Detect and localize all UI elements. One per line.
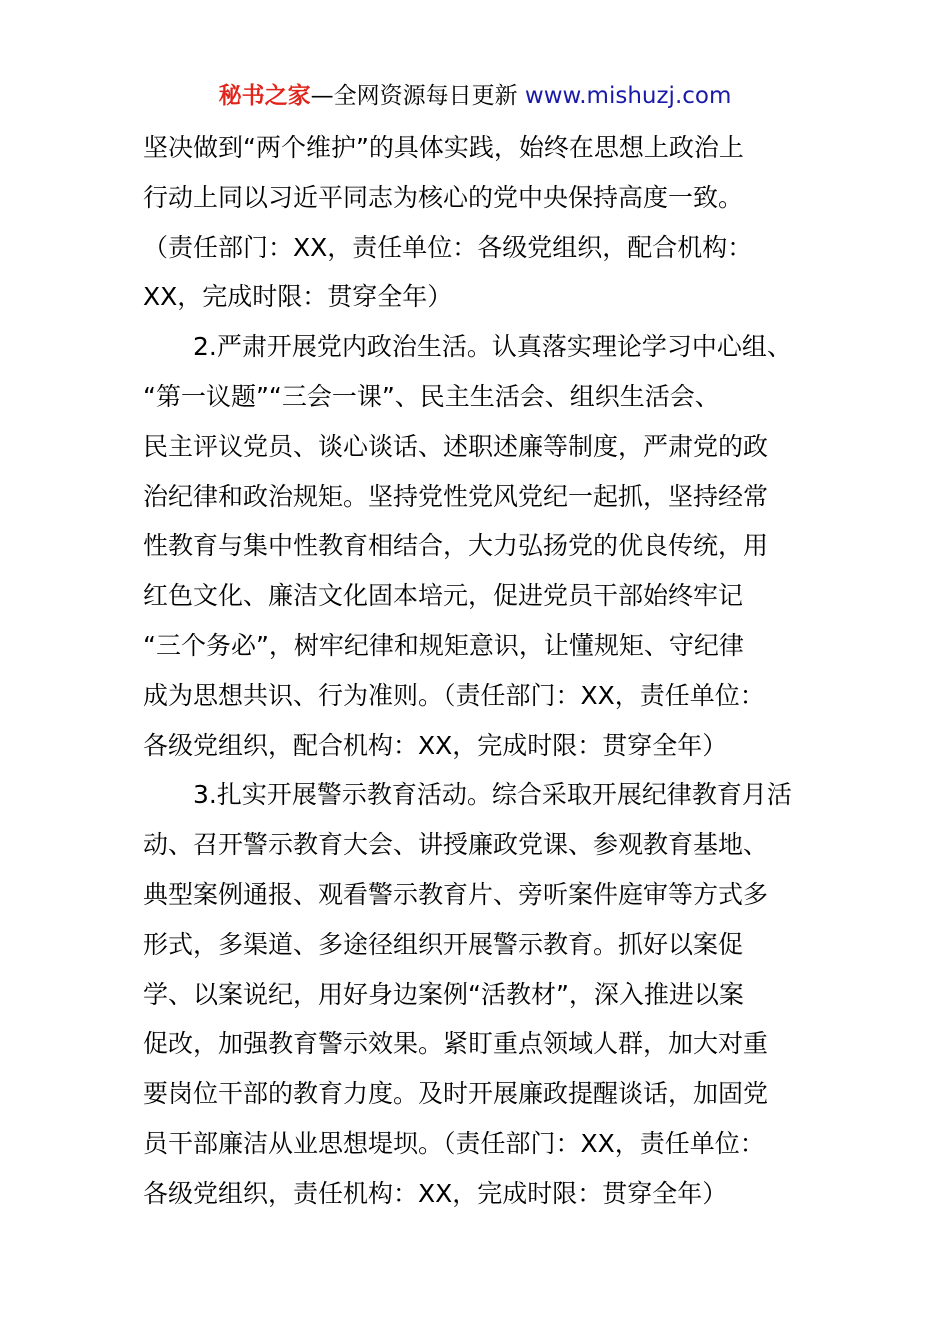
text-line: 典型案例通报、观看警示教育片、旁听案件庭审等方式多 [143,879,769,909]
text-line: 治纪律和政治规矩。坚持党性党风党纪一起抓，坚持经常 [143,481,769,511]
text-line: 动、召开警示教育大会、讲授廉政党课、参观教育基地、 [143,830,769,860]
text-line: “第一议题”“三会一课”、民主生活会、组织生活会、 [143,381,720,411]
text-line: 各级党组织，配合机构：XX，完成时限：贯穿全年） [143,730,728,760]
text-line: 成为思想共识、行为准则。（责任部门：XX，责任单位： [143,680,765,710]
site-tagline: —全网资源每日更新 [310,83,525,109]
site-brand: 秘书之家 [218,83,311,109]
text-line: 促改，加强教育警示效果。紧盯重点领域人群，加大对重 [143,1029,769,1059]
text-line: 2.严肃开展党内政治生活。认真落实理论学习中心组、 [193,332,792,362]
text-line: XX，完成时限：贯穿全年） [143,282,453,312]
text-line: 要岗位干部的教育力度。及时开展廉政提醒谈话，加固党 [143,1079,769,1109]
text-line: 民主评议党员、谈心谈话、述职述廉等制度，严肃党的政 [143,431,769,461]
text-line: （责任部门：XX，责任单位：各级党组织，配合机构： [143,232,753,262]
text-line: 3.扎实开展警示教育活动。综合采取开展纪律教育月活 [193,780,792,810]
document-body [143,123,811,1219]
site-header [0,80,950,112]
text-line: 红色文化、廉洁文化固本培元，促进党员干部始终牢记 [143,581,744,611]
text-line: 员干部廉洁从业思想堤坝。（责任部门：XX，责任单位： [143,1128,765,1158]
text-line: 各级党组织，责任机构：XX，完成时限：贯穿全年） [143,1178,728,1208]
text-line: 学、以案说纪，用好身边案例“活教材”，深入推进以案 [143,979,744,1009]
text-line: 行动上同以习近平同志为核心的党中央保持高度一致。 [143,182,744,212]
text-line: 性教育与集中性教育相结合，大力弘扬党的优良传统，用 [143,531,769,561]
text-line: “三个务必”，树牢纪律和规矩意识，让懂规矩、守纪律 [143,630,744,660]
text-line: 形式，多渠道、多途径组织开展警示教育。抓好以案促 [143,929,744,959]
text-line: 坚决做到“两个维护”的具体实践，始终在思想上政治上 [143,133,744,162]
site-url[interactable]: www.mishuzj.com [524,83,732,109]
